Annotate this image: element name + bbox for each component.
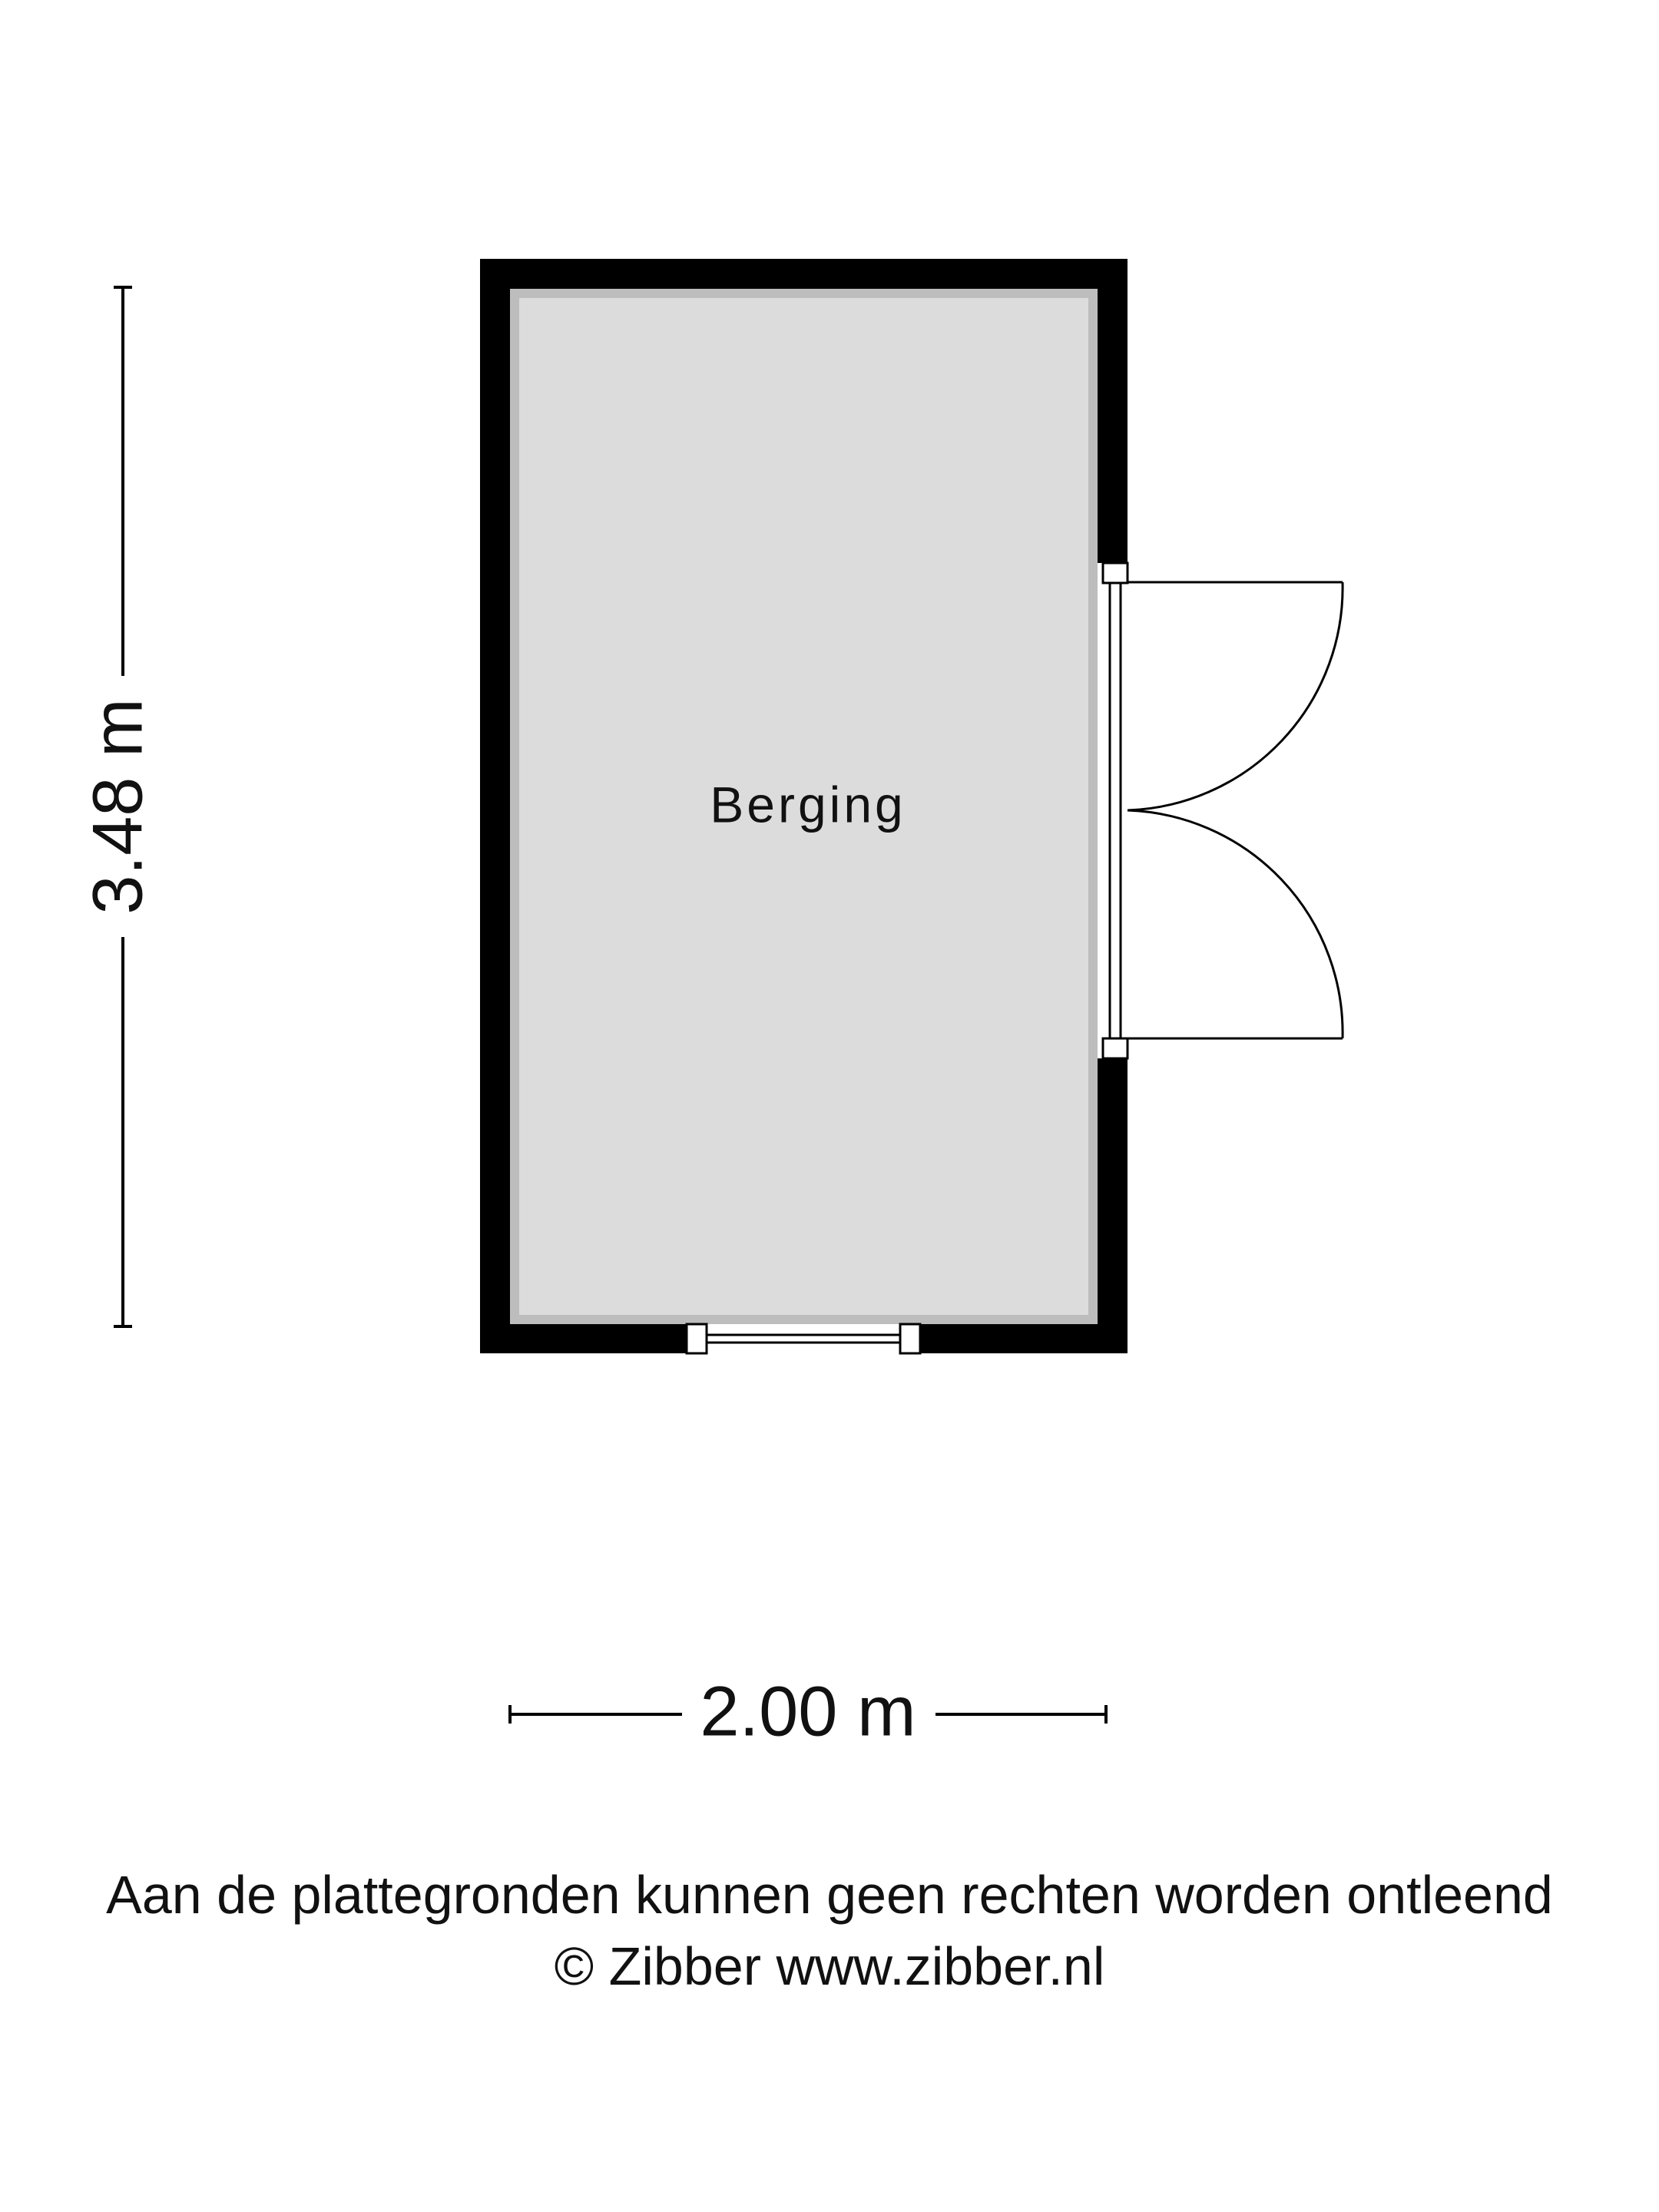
disclaimer-text: Aan de plattegronden kunnen geen rechten worden ontleend: [106, 1865, 1553, 1925]
window-bottom: [687, 1324, 920, 1353]
copyright-text: © Zibber www.zibber.nl: [554, 1936, 1105, 1996]
room-label: Berging: [710, 776, 906, 833]
height-label: 3.48 m: [78, 698, 157, 915]
dimension-height: [78, 287, 157, 1326]
double-door-right: [1098, 563, 1343, 1058]
width-label: 2.00 m: [700, 1672, 916, 1751]
dimension-width: [510, 1672, 1106, 1750]
door-swing-lower: [1128, 810, 1343, 1038]
door-swing-upper: [1128, 582, 1343, 810]
room-berging: [510, 289, 1098, 1324]
